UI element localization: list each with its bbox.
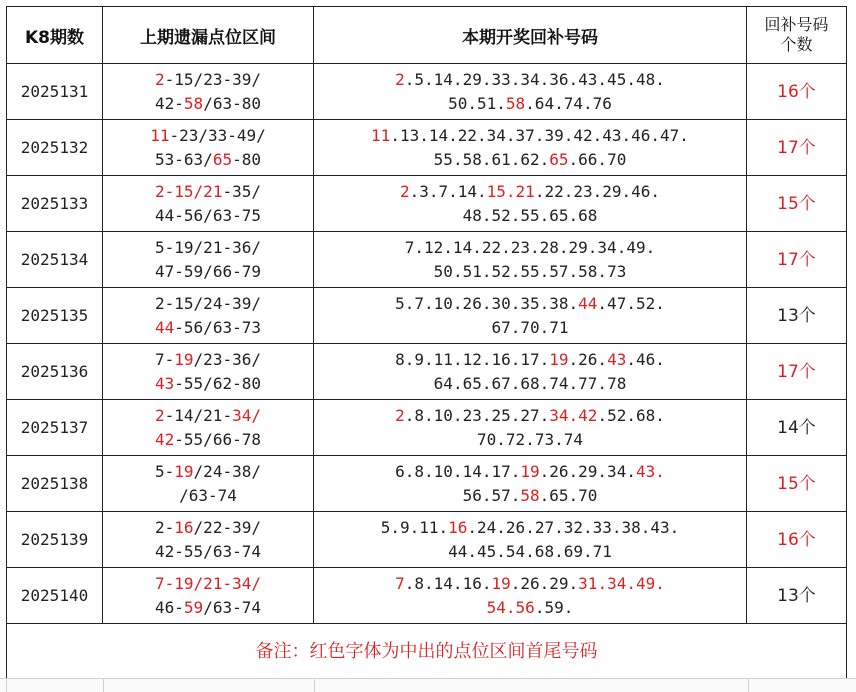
issue-cell: 2025132 [7, 120, 103, 176]
number-text: .52.68. [597, 405, 665, 425]
number-line1 [314, 516, 746, 540]
number-hit: 19 [491, 573, 511, 593]
number-text: 55.58.61.62. [433, 149, 550, 169]
number-text: .46. [626, 349, 665, 369]
count-cell: 13个 [747, 288, 847, 344]
header-ranges: 上期遗漏点位区间 [103, 7, 314, 64]
range-cell [103, 64, 314, 120]
range-cell [103, 344, 314, 400]
count-cell: 17个 [747, 344, 847, 400]
range-text: /23-36/ [193, 349, 261, 369]
issue-cell: 2025140 [7, 568, 103, 624]
range-text: -56/63-73 [174, 317, 261, 337]
header-numbers: 本期开奖回补号码 [314, 7, 747, 64]
number-hit: 43 [607, 349, 627, 369]
range-hit: 43 [155, 373, 175, 393]
number-hit: 34.42 [549, 405, 598, 425]
header-count-line2: 个数 [780, 35, 813, 54]
number-line2 [314, 372, 746, 396]
number-text: 5.7.10.26.30.35.38. [395, 293, 579, 313]
range-line1 [103, 292, 313, 316]
number-text: .13.14.22.34.37.39.42.43.46.47. [390, 125, 689, 145]
number-hit: 11 [371, 125, 391, 145]
numbers-cell [314, 176, 747, 232]
number-text: .47.52. [597, 293, 665, 313]
numbers-cell [314, 232, 747, 288]
number-text: .65.70 [539, 485, 598, 505]
number-line2 [314, 428, 746, 452]
issue-cell: 2025131 [7, 64, 103, 120]
table-row [7, 512, 847, 568]
range-hit: 59 [183, 597, 204, 617]
range-cell [103, 512, 314, 568]
numbers-cell [314, 568, 747, 624]
number-line1 [314, 68, 746, 92]
range-line2 [103, 596, 313, 620]
range-cell [103, 400, 314, 456]
numbers-cell [314, 456, 747, 512]
issue-cell: 2025137 [7, 400, 103, 456]
number-text: .26.29.34. [539, 461, 636, 481]
header-issue: K8期数 [7, 7, 103, 64]
numbers-cell [314, 344, 747, 400]
range-line1 [103, 124, 313, 148]
issue-cell: 2025134 [7, 232, 103, 288]
range-text: 7- [155, 349, 175, 369]
range-text: /63-74 [203, 597, 261, 617]
number-text: .8.14.16. [404, 573, 492, 593]
range-text: 5- [155, 461, 175, 481]
sheet-bottom-edge [0, 678, 856, 692]
number-text: 50.51. [448, 93, 506, 113]
numbers-cell [314, 400, 747, 456]
number-line1 [314, 404, 746, 428]
number-hit: 19 [520, 461, 540, 481]
number-hit: 43. [635, 461, 665, 481]
number-line2 [314, 204, 746, 228]
number-hit: 16 [448, 517, 468, 537]
number-line1 [314, 348, 746, 372]
range-text: 53-63/ [155, 149, 213, 169]
range-line2 [103, 540, 313, 564]
range-text: 2-15/24-39/ [155, 293, 261, 313]
count-cell: 17个 [747, 232, 847, 288]
range-line2 [103, 428, 313, 452]
range-cell [103, 568, 314, 624]
number-line1 [314, 180, 746, 204]
number-text: 6.8.10.14.17. [395, 461, 521, 481]
range-hit: 19 [174, 349, 194, 369]
number-text: 50.51.52.55.57.58.73 [433, 261, 627, 281]
header-count [747, 7, 847, 64]
number-hit: 58 [505, 93, 526, 113]
range-text: -23/33-49/ [169, 125, 266, 145]
number-line2 [314, 260, 746, 284]
range-hit: 34/ [232, 405, 261, 425]
number-line1 [314, 236, 746, 260]
range-text: 2- [155, 517, 175, 537]
number-line2 [314, 92, 746, 116]
range-text: -14/21- [164, 405, 233, 425]
issue-cell: 2025135 [7, 288, 103, 344]
number-text: 56.57. [462, 485, 521, 505]
range-line1 [103, 572, 313, 596]
range-text: -35/ [222, 181, 261, 201]
numbers-cell [314, 512, 747, 568]
range-text: 42-55/63-74 [155, 541, 261, 561]
table-row [7, 456, 847, 512]
range-text: -80 [232, 149, 261, 169]
range-text: 46- [155, 597, 184, 617]
range-line1 [103, 460, 313, 484]
count-cell: 16个 [747, 64, 847, 120]
number-line2 [314, 540, 746, 564]
header-count-line1: 回补号码 [764, 15, 829, 34]
number-hit: 2 [399, 181, 410, 201]
table-row [7, 64, 847, 120]
numbers-cell [314, 120, 747, 176]
number-line1 [314, 572, 746, 596]
range-cell [103, 456, 314, 512]
count-cell: 17个 [747, 120, 847, 176]
issue-cell: 2025138 [7, 456, 103, 512]
number-hit: 15.21 [486, 181, 535, 201]
table-body [7, 64, 847, 624]
number-line2 [314, 316, 746, 340]
number-text: 7.12.14.22.23.28.29.34.49. [404, 237, 656, 257]
count-cell: 14个 [747, 400, 847, 456]
range-line1 [103, 68, 313, 92]
number-line1 [314, 292, 746, 316]
header-row [7, 7, 847, 64]
range-cell [103, 232, 314, 288]
number-text: .26.29. [510, 573, 579, 593]
number-hit: 2 [395, 69, 405, 89]
number-text: 67.70.71 [491, 317, 569, 337]
range-text: /63-74 [179, 485, 237, 505]
range-line2 [103, 260, 313, 284]
numbers-cell [314, 64, 747, 120]
range-line2 [103, 92, 313, 116]
number-hit: 54.56 [486, 597, 535, 617]
range-text: -15/23-39/ [164, 69, 261, 89]
number-line2 [314, 148, 746, 172]
number-hit: 31.34.49. [578, 573, 665, 593]
table-row [7, 176, 847, 232]
range-hit: 19 [174, 461, 194, 481]
number-line2 [314, 484, 746, 508]
issue-cell: 2025139 [7, 512, 103, 568]
count-cell: 13个 [747, 568, 847, 624]
number-line1 [314, 460, 746, 484]
range-cell [103, 120, 314, 176]
number-text: 48.52.55.65.68 [462, 205, 598, 225]
number-text: .3.7.14. [409, 181, 487, 201]
range-line1 [103, 180, 313, 204]
range-hit: 2-15/21 [155, 181, 223, 201]
range-text: /24-38/ [193, 461, 261, 481]
number-text: .5.14.29.33.34.36.43.45.48. [404, 69, 665, 89]
number-text: 64.65.67.68.74.77.78 [433, 373, 627, 393]
range-hit: 42 [155, 429, 175, 449]
table-row [7, 344, 847, 400]
number-text: .59. [534, 597, 574, 617]
range-hit: 11 [150, 125, 170, 145]
number-text: .66.70 [568, 149, 627, 169]
range-line1 [103, 348, 313, 372]
note-text: 备注：红色字体为中出的点位区间首尾号码 [7, 624, 847, 681]
range-text: 5-19/21-36/ [155, 237, 261, 257]
count-cell: 16个 [747, 512, 847, 568]
range-line2 [103, 484, 313, 508]
note-row [7, 624, 847, 681]
table-row [7, 568, 847, 624]
range-hit: 65 [212, 149, 233, 169]
table-row [7, 120, 847, 176]
range-text: -55/66-78 [174, 429, 261, 449]
range-line2 [103, 372, 313, 396]
number-text: 5.9.11. [380, 517, 449, 537]
range-text: /22-39/ [193, 517, 261, 537]
range-text: 42- [155, 93, 184, 113]
number-line1 [314, 124, 746, 148]
number-text: 44.45.54.68.69.71 [448, 541, 612, 561]
number-text: .24.26.27.32.33.38.43. [467, 517, 680, 537]
table-row [7, 400, 847, 456]
range-line2 [103, 148, 313, 172]
number-hit: 58 [520, 485, 540, 505]
range-text: /63-80 [203, 93, 261, 113]
range-line1 [103, 236, 313, 260]
number-hit: 65 [549, 149, 569, 169]
lottery-table [6, 6, 847, 681]
range-hit: 7-19/21-34/ [155, 573, 261, 593]
range-hit: 16 [174, 517, 194, 537]
range-line2 [103, 204, 313, 228]
number-text: .22.23.29.46. [534, 181, 661, 201]
number-hit: 2 [395, 405, 405, 425]
number-text: .64.74.76 [525, 93, 612, 113]
range-text: 44-56/63-75 [155, 205, 261, 225]
issue-cell: 2025133 [7, 176, 103, 232]
number-line2 [314, 596, 746, 620]
range-text: 47-59/66-79 [155, 261, 261, 281]
number-hit: 7 [395, 573, 405, 593]
count-cell: 15个 [747, 176, 847, 232]
table-row [7, 288, 847, 344]
range-hit: 58 [183, 93, 204, 113]
number-text: .26. [568, 349, 608, 369]
numbers-cell [314, 288, 747, 344]
range-line1 [103, 404, 313, 428]
range-hit: 2 [155, 69, 165, 89]
number-hit: 44 [578, 293, 598, 313]
number-text: .8.10.23.25.27. [404, 405, 550, 425]
number-hit: 19 [549, 349, 569, 369]
issue-cell: 2025136 [7, 344, 103, 400]
count-cell: 15个 [747, 456, 847, 512]
range-cell [103, 176, 314, 232]
range-line2 [103, 316, 313, 340]
number-text: 70.72.73.74 [477, 429, 583, 449]
range-hit: 2 [155, 405, 165, 425]
table-row [7, 232, 847, 288]
range-line1 [103, 516, 313, 540]
range-hit: 44 [155, 317, 175, 337]
number-text: 8.9.11.12.16.17. [395, 349, 550, 369]
range-cell [103, 288, 314, 344]
range-text: -55/62-80 [174, 373, 261, 393]
